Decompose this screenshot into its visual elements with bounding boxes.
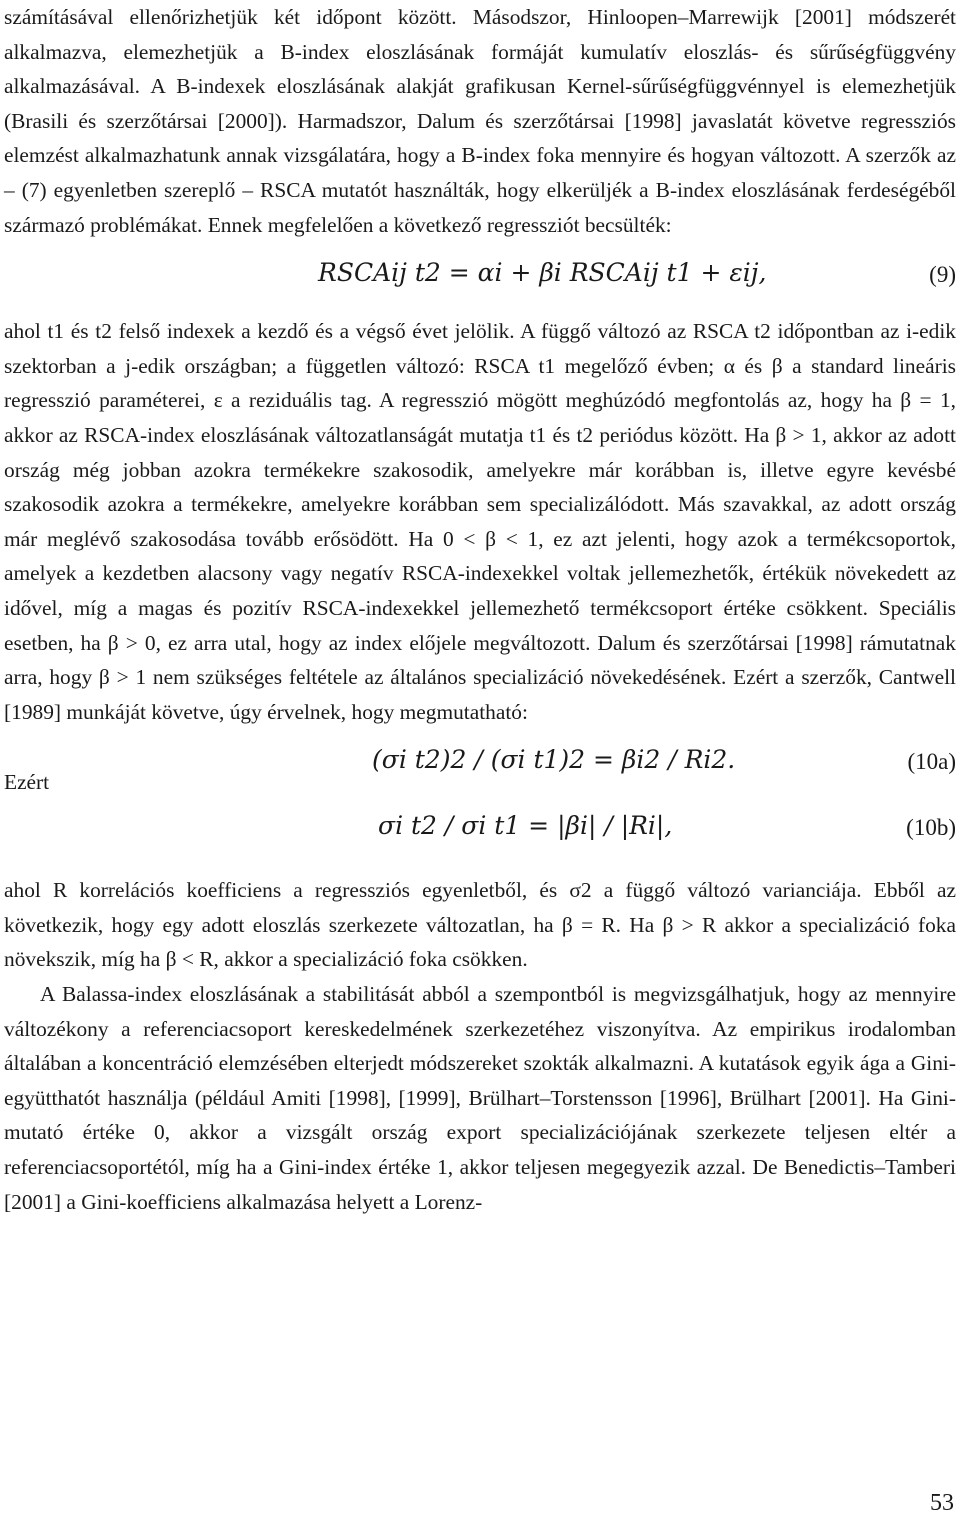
ezert-label: Ezért (4, 770, 50, 795)
equation-10b (4, 770, 956, 873)
document-page (4, 0, 956, 1219)
equation-10a-formula: (σi t2)2 / (σi t1)2 = βi2 / Ri2. (372, 745, 736, 775)
equation-9-number: (9) (929, 262, 956, 288)
page-number: 53 (930, 1490, 954, 1516)
equation-10b-formula: σi t2 / σi t1 = |βi| / |Ri|, (378, 811, 673, 841)
paragraph-1: számításával ellenőrizhetjük két időpont között. Másodszor, Hinloopen–Marrewijk [2001] módszerét alkalmazva, elemezhetjük a B-index eloszlásának formáját kumulatív eloszlás- és sűrűségfüggvény alkalmazásával. A B-indexek eloszlásának alakját grafikusan Kernel-sűrűségfüggvénnyel is elemezhetjük (Brasili és szerzőtársai [2000]). Harmadszor, Dalum és szerzőtársai [1998] javaslatát követve regressziós elemzést alkalmazhatunk annak vizsgálatára, hogy a B-index foka mennyire és hogyan változott. A szerzők az – (7) egyenletben szereplő – RSCA mutatót használták, hogy elkerüljék a B-index eloszlásának ferdeségéből származó problémákat. Ennek megfelelően a következő regressziót becsülték: (4, 5, 956, 237)
paragraph-2: ahol t1 és t2 felső indexek a kezdő és a végső évet jelölik. A függő változó az RSCA t2 időpontban az i-edik szektorban a j-edik országban; a független változó: RSCA t1 megelőző évben; α és β a standard lineáris regresszió paraméterei, ε a reziduális tag. A regresszió mögött meghúzódó megfontolás az, hogy ha β = 1, akkor az RSCA-index eloszlásának változatlanságát mutatja t1 és t2 periódus között. Ha β > 1, akkor az adott ország még jobban azokra termékekre szakosodik, amelyekre már korábban is, illetve egyre kevésbé szakosodik azokra a termékekre, amelyekre korábban sem specializálódott. Más szavakkal, az adott ország már meglévő szakosodása tovább erősödött. Ha 0 < β < 1, ez azt jelenti, hogy azok a termékcsoportok, amelyek a kezdetben alacsony vagy negatív RSCA-indexekkel voltak jellemezhetők, értékük növekedett az idővel, míg a magas és pozitív RSCA-indexekkel jellemezhető termékcsoport értéke csökkent. Speciális esetben, ha β > 0, ez arra utal, hogy az index előjele megváltozott. Dalum és szerzőtársai [1998] rámutatnak arra, hogy β > 1 nem szükséges feltétele az általános specializáció növekedésének. Ezért a szerzők, Cantwell [1989] munkáját követve, úgy érvelnek, hogy megmutatható: (4, 319, 956, 724)
equation-9-formula: RSCAij t2 = αi + βi RSCAij t1 + εij, (318, 258, 767, 288)
paragraph-3: ahol R korrelációs koefficiens a regressziós egyenletből, és σ2 a függő változó varianciája. Ebből az következik, hogy egy adott eloszlás szerkezete változatlan, ha β = R. Ha β > R akkor a specializáció foka növekszik, míg ha β < R, akkor a specializáció foka csökken. (4, 878, 956, 972)
equation-9 (4, 242, 956, 314)
equation-10b-number: (10b) (906, 815, 956, 841)
paragraph-4: A Balassa-index eloszlásának a stabilitását abból a szempontból is megvizsgálhatjuk, hogy az mennyire változékony a referenciacsoport kereskedelmének szerkezetéhez viszonyítva. Az empirikus irodalomban általában a koncentráció elemzésében elterjedt módszereket szokták alkalmazni. A kutatások egyik ága a Gini-együtthatót használja (például Amiti [1998], [1999], Brülhart–Torstensson [1996], Brülhart [2001]. Ha Gini-mutató értéke 0, akkor a vizsgált ország export specializációjának szerkezete teljesen eltér a referenciacsoportétól, míg ha a Gini-index értéke 1, akkor teljesen megegyezik azzal. De Benedictis–Tamberi [2001] a Gini-koefficiens alkalmazása helyett a Lorenz- (4, 982, 956, 1214)
equation-10a-number: (10a) (907, 749, 956, 775)
equation-10a (4, 729, 956, 795)
